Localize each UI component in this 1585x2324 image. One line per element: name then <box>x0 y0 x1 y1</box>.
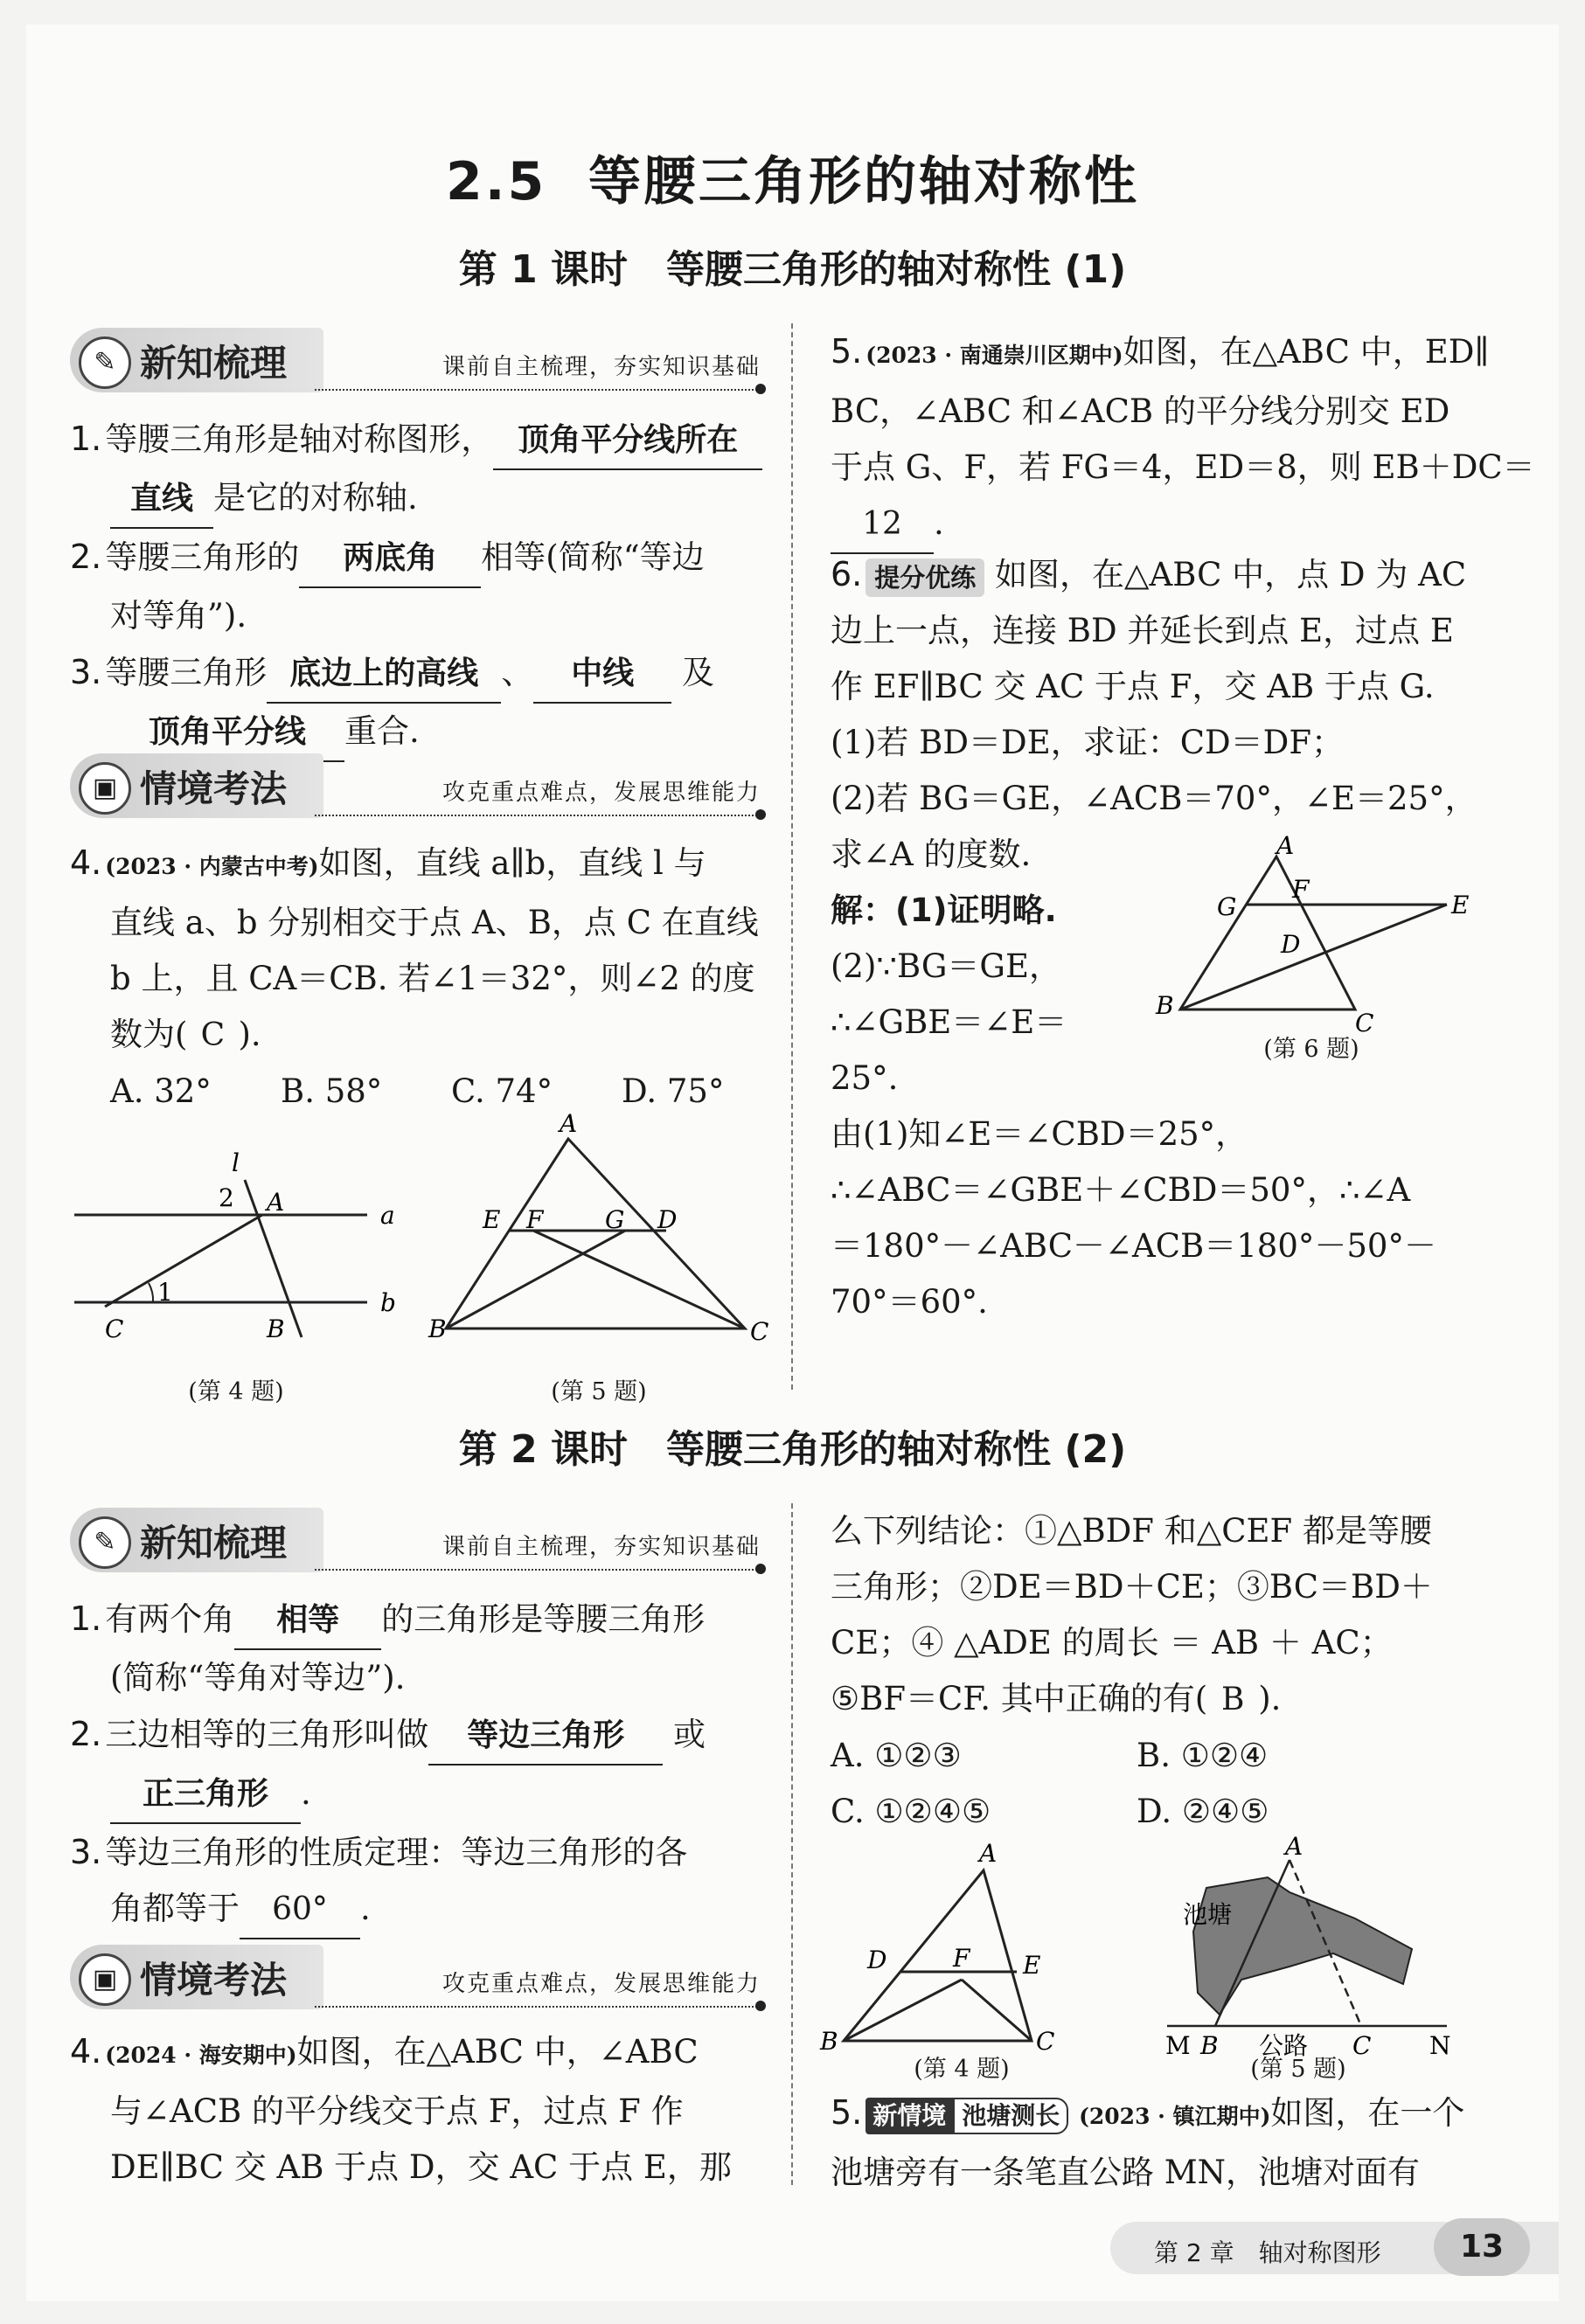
l2-knowledge-block: 1. 有两个角 相等 的三角形是等腰三角形 (简称“等角对等边”). 2. 三边相等的三角形叫做 等边三角形 或 正三角形 . 3. 等边三角形的性质定理：等边三角形的各 角都等于 60° . <box>70 1591 761 1939</box>
new-knowledge-header-2: ✎ 新知梳理 课前自主梳理，夯实知识基础 <box>70 1508 761 1578</box>
svg-text:M: M <box>1165 2031 1191 2060</box>
presentation-icon: ▣ <box>79 762 131 815</box>
section-title: 2.5 等腰三角形的轴对称性 <box>445 151 1140 212</box>
figure-parallel-lines <box>70 1127 402 1363</box>
svg-text:A: A <box>267 1188 285 1217</box>
lesson1-title: 第 1 课时 等腰三角形的轴对称性 (1) <box>458 247 1127 292</box>
svg-text:F: F <box>526 1205 544 1234</box>
svg-text:G: G <box>605 1205 625 1234</box>
svg-text:A: A <box>979 1839 998 1868</box>
answer-blank: 12 <box>831 496 934 554</box>
l1-q4: 4. (2023 · 内蒙古中考)如图，直线 a∥b，直线 l 与 直线 a、b 分别相交于点 A、B，点 C 在直线 b 上，且 CA＝CB. 若∠1＝32°，则∠2 的度 数为( C ). A. 32° B. 58° C. 74° D. 75° <box>70 835 761 1120</box>
new-knowledge-header: ✎ 新知梳理 课前自主梳理，夯实知识基础 <box>70 328 761 398</box>
svg-text:C: C <box>750 1317 769 1346</box>
l2-q4-left: 4. (2024 · 海安期中)如图，在△ABC 中，∠ABC 与∠ACB 的平分线交于点 F，过点 F 作 DE∥BC 交 AB 于点 D，交 AC 于点 E，那 <box>70 2032 732 2186</box>
svg-text:F: F <box>1292 875 1310 904</box>
svg-text:公路: 公路 <box>1259 2031 1309 2060</box>
l2-q3: 3. 等边三角形的性质定理：等边三角形的各 <box>70 1833 688 1871</box>
answer-blank: 直线 <box>110 471 213 529</box>
context-badge-2: ▣ 情境考法 <box>70 1945 323 2009</box>
answer-blank: 顶角平分线所在 <box>493 413 762 470</box>
figure-triangle-q6 <box>1145 831 1495 1037</box>
l1-q2: 2. 等腰三角形的 两底角 相等(简称“等边 <box>70 529 761 588</box>
svg-text:1: 1 <box>157 1278 173 1307</box>
option-c: C. ①②④⑤ <box>831 1793 991 1830</box>
svg-text:b: b <box>380 1288 396 1317</box>
pencil-icon: ✎ <box>79 1516 131 1569</box>
fig6-caption: (第 6 题) <box>1263 1036 1359 1063</box>
pond-measure-tag: 池塘测长 <box>953 2098 1068 2134</box>
tip-tag: 提分优练 <box>865 558 984 597</box>
answer-choice: B <box>1220 1682 1245 1717</box>
l1-q3: 3. 等腰三角形 底边上的高线 、 中线 及 <box>70 644 761 704</box>
answer-blank: 两底角 <box>299 531 481 588</box>
svg-text:D: D <box>867 1946 887 1974</box>
svg-text:A: A <box>1276 831 1295 860</box>
svg-text:池塘: 池塘 <box>1183 1900 1233 1929</box>
answer-blank: 底边上的高线 <box>267 646 501 704</box>
option-d: D. ②④⑤ <box>1137 1793 1269 1830</box>
l1-q5: 5. (2023 · 南通崇川区期中)如图，在△ABC 中，ED∥ BC，∠ABC 和∠ACB 的平分线分别交 ED 于点 G、F，若 FG＝4，ED＝8，则 EB＋DC＝ 12 . <box>831 323 1482 554</box>
svg-text:a: a <box>380 1201 395 1230</box>
svg-text:E: E <box>1023 1951 1041 1980</box>
svg-text:F: F <box>953 1944 970 1973</box>
option-d: D. 75° <box>622 1072 725 1110</box>
answer-choice: C <box>200 1017 226 1053</box>
chapter-label: 第 2 章 轴对称图形 <box>1154 2238 1381 2267</box>
option-c: C. 74° <box>451 1072 553 1110</box>
svg-text:B: B <box>1156 991 1174 1020</box>
svg-text:A: A <box>1285 1832 1303 1861</box>
svg-text:C: C <box>1355 1009 1374 1037</box>
new-knowledge-badge-2: ✎ 新知梳理 <box>70 1508 323 1572</box>
svg-text:E: E <box>483 1205 501 1234</box>
svg-text:l: l <box>232 1148 240 1177</box>
svg-text:D: D <box>1281 930 1301 959</box>
fig4-caption-2: (第 4 题) <box>914 2056 1010 2083</box>
svg-text:B: B <box>1200 2031 1219 2060</box>
pencil-icon: ✎ <box>79 336 131 389</box>
svg-text:A: A <box>560 1109 578 1138</box>
l2-q5: 5. 新情境 池塘测长 (2023 · 镇江期中)如图，在一个 池塘旁有一条笔直公路 MN，池塘对面有 <box>831 2093 1465 2191</box>
answer-blank: 等边三角形 <box>428 1708 663 1766</box>
column-divider-2 <box>791 1503 793 2185</box>
svg-text:E: E <box>1451 891 1470 919</box>
svg-text:2: 2 <box>219 1183 234 1212</box>
answer-blank: 60° <box>240 1882 360 1939</box>
column-divider <box>791 323 793 1390</box>
new-knowledge-badge: ✎ 新知梳理 <box>70 328 323 392</box>
context-badge: ▣ 情境考法 <box>70 753 323 818</box>
answer-blank: 正三角形 <box>110 1766 301 1824</box>
answer-blank: 相等 <box>234 1592 381 1650</box>
option-b: B. 58° <box>281 1072 383 1110</box>
fig5-caption: (第 5 题) <box>551 1378 647 1405</box>
option-a: A. 32° <box>110 1072 212 1110</box>
l2-q2: 2. 三边相等的三角形叫做 等边三角形 或 <box>70 1706 761 1766</box>
l1-q6: 6. 提分优练 如图，在△ABC 中，点 D 为 AC 边上一点，连接 BD 并延长到点 E，过点 E 作 EF∥BC 交 AC 于点 F，交 AB 于点 G. (1)若 BD＝DE，求证：CD＝DF； (2)若 BG＝GE，∠ACB＝70°，∠E＝25°， 求∠A 的度数. 解：(1)证明略. (2)∵BG＝GE， ∴∠GBE＝∠E＝ 25°. 由(1)知∠E＝∠CBD＝25°， ∴∠ABC＝∠GBE＋∠CBD＝50°，∴∠A ＝180°－∠ABC－∠ACB＝180°－50°－ 70°＝60°. <box>831 555 1477 1321</box>
svg-text:D: D <box>657 1205 678 1234</box>
svg-text:C: C <box>1036 2027 1055 2056</box>
context-header-2: ▣ 情境考法 攻克重点难点，发展思维能力 <box>70 1945 761 2015</box>
svg-text:B: B <box>428 1315 447 1343</box>
svg-text:C: C <box>105 1315 124 1343</box>
pond-shape <box>1193 1877 1412 2015</box>
fig5-caption-2: (第 5 题) <box>1250 2056 1346 2083</box>
svg-text:C: C <box>1352 2031 1372 2060</box>
svg-text:B: B <box>820 2027 838 2056</box>
answer-blank: 中线 <box>533 646 671 704</box>
option-a: A. ①②③ <box>831 1737 962 1774</box>
svg-text:N: N <box>1429 2031 1451 2060</box>
l2-q4-right: 么下列结论：①△BDF 和△CEF 都是等腰 三角形；②DE＝BD＋CE；③BC＝BD＋ CE；④ △ADE 的周长 ＝ AB ＋ AC； ⑤BF＝CF. 其中正确的有( B ). A. ①②③ B. ①②④ C. ①②④⑤ D. ②④⑤ <box>831 1503 1482 1840</box>
l1-knowledge-block: 1. 等腰三角形是轴对称图形， 顶角平分线所在 直线 是它的对称轴. 2. 等腰三角形的 两底角 相等(简称“等边 对等角”). 3. 等腰三角形 底边上的高线 、 中线 及 顶角平分线 重合. <box>70 411 761 762</box>
fig4-caption: (第 4 题) <box>188 1378 284 1405</box>
svg-text:G: G <box>1217 892 1237 921</box>
context-header: ▣ 情境考法 攻克重点难点，发展思维能力 <box>70 753 761 823</box>
svg-text:B: B <box>267 1315 285 1343</box>
option-b: B. ①②④ <box>1137 1737 1269 1774</box>
answer-blank: 顶角平分线 <box>110 704 344 762</box>
figure-pond <box>1158 1832 1482 2060</box>
l1-q1: 1. 等腰三角形是轴对称图形， 顶角平分线所在 <box>70 411 761 470</box>
presentation-icon: ▣ <box>79 1953 131 2006</box>
figure-angle-bisectors <box>813 1835 1067 2056</box>
l2-q1: 1. 有两个角 相等 的三角形是等腰三角形 <box>70 1591 761 1650</box>
page-number: 13 <box>1434 2218 1530 2276</box>
lesson2-title: 第 2 课时 等腰三角形的轴对称性 (2) <box>458 1427 1127 1472</box>
figure-triangle-parallel <box>420 1106 778 1359</box>
new-context-tag: 新情境 <box>865 2098 953 2134</box>
